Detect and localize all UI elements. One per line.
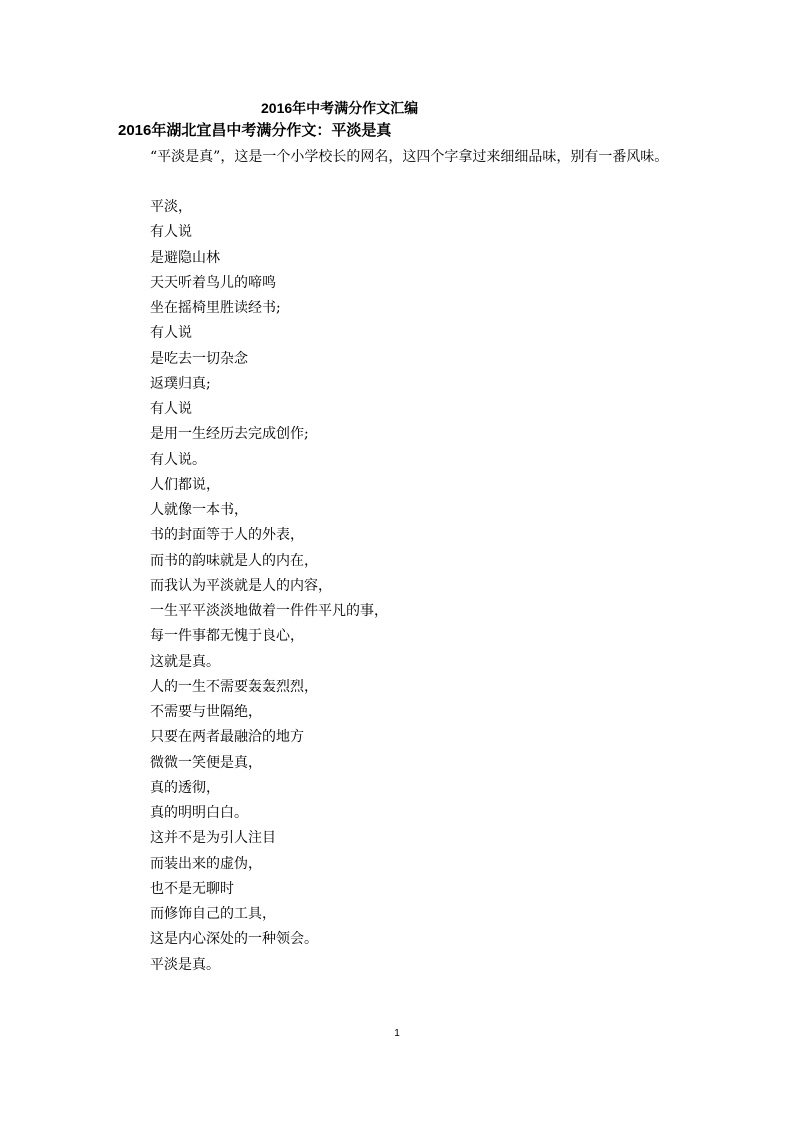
poem-line: 也不是无聊时 xyxy=(150,880,234,897)
poem-line: 平淡， xyxy=(150,199,192,215)
poem-line: 人就像一本书， xyxy=(150,502,248,518)
poem-line: 而装出来的虚伪， xyxy=(150,855,262,872)
poem-line: 是吃去一切杂念 xyxy=(150,350,248,367)
poem-line: 有人说 xyxy=(150,224,192,241)
poem-line: 有人说 xyxy=(150,401,192,417)
poem-line: 人们都说， xyxy=(150,476,220,493)
document-title: 2016年中考满分作文汇编 xyxy=(261,100,419,116)
poem-line: 而我认为平淡就是人的内容， xyxy=(150,577,332,594)
page-number: 1 xyxy=(394,1028,400,1039)
poem-line: 人的一生不需要轰轰烈烈， xyxy=(150,678,318,695)
poem-line: 是用一生经历去完成创作; xyxy=(150,426,309,443)
poem-line: 书的封面等于人的外表， xyxy=(150,527,304,544)
poem-line: 返璞归真; xyxy=(150,375,211,392)
poem-line: 这并不是为引人注目 xyxy=(150,830,276,847)
article-title: 2016年湖北宜昌中考满分作文：平淡是真 xyxy=(118,122,392,139)
intro-paragraph: “平淡是真”，这是一个小学校长的网名，这四个字拿过来细细品味，别有一番风味。 xyxy=(150,149,669,165)
poem-line: 真的透彻， xyxy=(150,779,220,796)
poem-line: 平淡是真。 xyxy=(150,956,220,973)
poem-line: 天天听着鸟儿的啼鸣 xyxy=(150,274,276,291)
poem-line: 而修饰自己的工具， xyxy=(150,906,276,922)
poem-line: 不需要与世隔绝， xyxy=(150,704,262,720)
poem-line: 而书的韵味就是人的内在， xyxy=(150,552,318,569)
poem-line: 微微一笑便是真， xyxy=(150,754,262,771)
poem-line: 坐在摇椅里胜读经书; xyxy=(150,300,281,316)
poem-line: 这是内心深处的一种领会。 xyxy=(150,931,318,948)
poem-line: 每一件事都无愧于良心， xyxy=(150,628,304,645)
poem xyxy=(150,195,388,978)
poem-line: 真的明明白白。 xyxy=(150,805,248,821)
poem-line: 有人说。 xyxy=(150,451,206,468)
poem-line: 是避隐山林 xyxy=(150,249,220,266)
poem-line: 这就是真。 xyxy=(150,653,220,670)
poem-line: 有人说 xyxy=(150,325,192,342)
poem-line: 只要在两者最融洽的地方 xyxy=(150,729,304,746)
poem-line: 一生平平淡淡地做着一件件平凡的事， xyxy=(150,603,388,619)
